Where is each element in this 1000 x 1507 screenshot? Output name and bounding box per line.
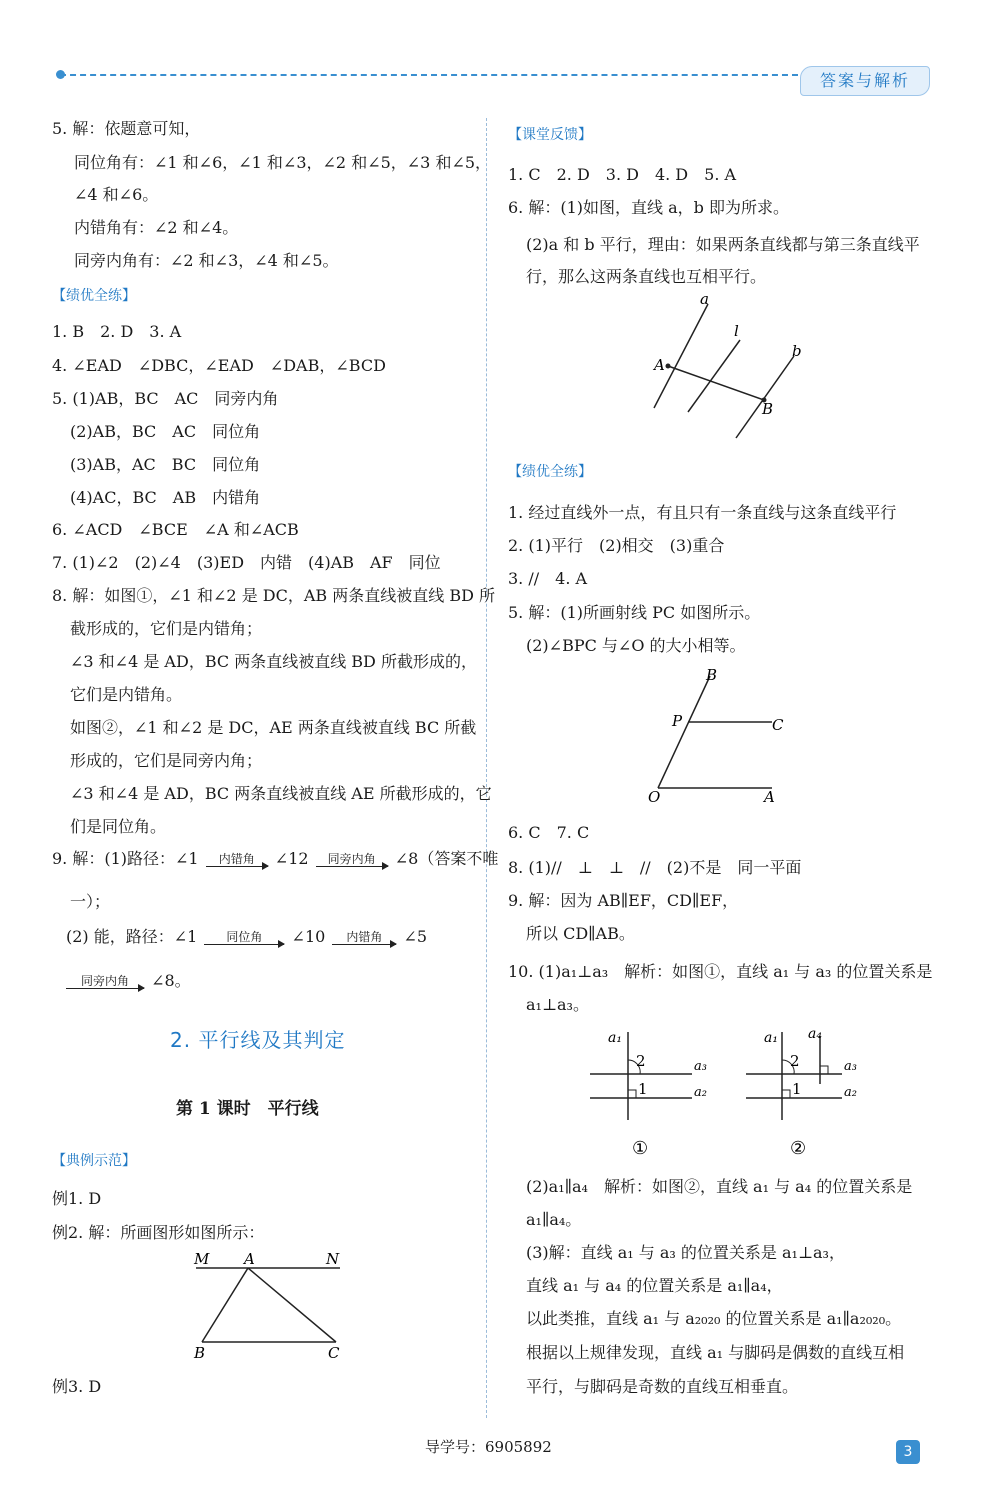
answer-line: a₁∥a₄。 <box>526 1210 582 1229</box>
figure-5 <box>644 664 794 806</box>
page-number: 3 <box>896 1440 920 1464</box>
line-label: a₁ <box>764 1030 778 1046</box>
answer-line: 4. ∠EAD ∠DBC，∠EAD ∠DAB，∠BCD <box>52 356 386 375</box>
segment-ab <box>668 366 764 400</box>
line-b <box>736 356 794 438</box>
right-angle-mark <box>628 1090 636 1098</box>
answer-line: 10. (1)a₁⊥a₃ 解析：如图①，直线 a₁ 与 a₃ 的位置关系是 <box>508 962 933 981</box>
section-tag: 【典例示范】 <box>52 1153 136 1169</box>
angle-label: 2 <box>636 1052 646 1070</box>
answer-line: 1. 经过直线外一点，有且只有一条直线与这条直线平行 <box>508 503 897 522</box>
answer-line: 1. B 2. D 3. A <box>52 322 182 341</box>
q9-text: ∠12 <box>274 849 309 868</box>
point-label: B <box>194 1344 206 1362</box>
q9-text: ∠8。 <box>151 971 191 990</box>
arrow-label: 内错角 <box>346 930 383 944</box>
line-label: b <box>792 342 802 360</box>
angle-label: 1 <box>792 1080 802 1098</box>
q8-line: ∠3 和∠4 是 AD，BC 两条直线被直线 AE 所截形成的，它 <box>70 784 492 803</box>
example-line: 例1. D <box>52 1189 102 1208</box>
point-label: A <box>654 356 665 374</box>
figure-caption: ① <box>632 1138 649 1159</box>
answer-line: 根据以上规律发现，直线 a₁ 与脚码是偶数的直线互相 <box>526 1343 905 1362</box>
q9-text: 一）； <box>70 892 111 911</box>
answer-line: 5. (1)AB，BC AC 同旁内角 <box>52 389 279 408</box>
q8-line: 们是同位角。 <box>70 817 167 836</box>
q9-text: (2) 能，路径：∠1 <box>66 927 198 946</box>
arrow-label: 内错角 <box>218 852 255 866</box>
point-label: M <box>194 1250 210 1268</box>
line-label: a₂ <box>694 1085 707 1100</box>
header-tag: 答案与解析 <box>800 66 930 96</box>
section-tag: 【绩优全练】 <box>508 464 592 480</box>
answer-line: 2. (1)平行 (2)相交 (3)重合 <box>508 536 725 555</box>
answer-line: 6. C 7. C <box>508 823 590 842</box>
line-label: a₁ <box>608 1030 622 1046</box>
line-label: a <box>700 290 709 308</box>
example-line: 例2. 解：所画图形如图所示： <box>52 1223 265 1242</box>
angle-label: 2 <box>790 1052 800 1070</box>
answer-line: a₁⊥a₃。 <box>526 995 589 1014</box>
q5-line: 内错角有：∠2 和∠4。 <box>74 218 239 237</box>
arrow-label: 同旁内角 <box>80 974 129 988</box>
answer-line: (3)解：直线 a₁ 与 a₃ 的位置关系是 a₁⊥a₃， <box>526 1243 845 1262</box>
point-label: B <box>762 400 774 418</box>
answer-line: 平行，与脚码是奇数的直线互相垂直。 <box>526 1377 799 1396</box>
answer-line: 3. // 4. A <box>508 569 588 588</box>
answer-line: (3)AB，AC BC 同位角 <box>70 455 261 474</box>
q9-text: ∠10 <box>291 927 326 946</box>
arrow-icon <box>66 974 144 989</box>
point-label: B <box>706 666 718 684</box>
q5-line: ∠4 和∠6。 <box>74 185 159 204</box>
chapter-title: 2. 平行线及其判定 <box>170 1028 346 1052</box>
q8-line: 如图②，∠1 和∠2 是 DC，AE 两条直线被直线 BC 所截 <box>70 718 477 737</box>
arrow-icon <box>204 930 284 945</box>
q8-line: 截形成的，它们是内错角； <box>70 619 263 638</box>
answer-line: 8. (1)// ⊥ ⊥ // (2)不是 同一平面 <box>508 858 802 877</box>
answer-line: 7. (1)∠2 (2)∠4 (3)ED 内错 (4)AB AF 同位 <box>52 553 441 572</box>
arrow-label: 同旁内角 <box>327 852 376 866</box>
q9-text: ∠5 <box>403 927 428 946</box>
line-label: a₃ <box>844 1059 857 1074</box>
q9-path-3 <box>66 968 191 991</box>
answer-line: 以此类推，直线 a₁ 与 a₂₀₂₀ 的位置关系是 a₁∥a₂₀₂₀。 <box>526 1309 902 1328</box>
angle-label: 1 <box>638 1080 648 1098</box>
ray-ob <box>658 676 710 788</box>
point-label: C <box>772 716 784 734</box>
q5-line: 同旁内角有：∠2 和∠3，∠4 和∠5。 <box>74 251 339 270</box>
q8-line: 8. 解：如图①，∠1 和∠2 是 DC，AB 两条直线被直线 BD 所 <box>52 586 496 605</box>
section-tag: 【绩优全练】 <box>52 288 136 304</box>
arrow-label: 同位角 <box>226 930 263 944</box>
lesson-title: 第 1 课时 平行线 <box>176 1099 319 1119</box>
figure-caption: ② <box>790 1138 807 1159</box>
q8-line: ∠3 和∠4 是 AD，BC 两条直线被直线 BD 所截形成的， <box>70 652 477 671</box>
answer-line: (4)AC，BC AB 内错角 <box>70 488 261 507</box>
answer-line: (2)a₁∥a₄ 解析：如图②，直线 a₁ 与 a₄ 的位置关系是 <box>526 1177 913 1196</box>
arrow-icon <box>316 852 388 867</box>
figure-10 <box>586 1016 876 1162</box>
answer-line: (2)a 和 b 平行，理由：如果两条直线都与第三条直线平 <box>526 235 920 254</box>
answer-line: 行，那么这两条直线也互相平行。 <box>526 267 767 286</box>
q9-text: ∠8（答案不唯 <box>394 849 499 868</box>
section-tag: 【课堂反馈】 <box>508 127 592 143</box>
line-ac <box>248 1268 336 1342</box>
answer-line: 9. 解：因为 AB∥EF，CD∥EF， <box>508 891 739 910</box>
point-label: O <box>648 788 661 806</box>
q8-line: 形成的，它们是同旁内角； <box>70 751 263 770</box>
q9-path-2 <box>66 924 427 947</box>
line-ab <box>202 1268 248 1342</box>
q8-line: 它们是内错角。 <box>70 685 183 704</box>
answer-line: (2)AB，BC AC 同位角 <box>70 422 261 441</box>
q5-line: 同位角有：∠1 和∠6，∠1 和∠3，∠2 和∠5，∠3 和∠5， <box>74 153 492 172</box>
point-label: N <box>326 1250 340 1268</box>
answer-line: 1. C 2. D 3. D 4. D 5. A <box>508 165 737 184</box>
answer-line: 6. 解：(1)如图，直线 a，b 即为所求。 <box>508 198 789 217</box>
point-label: A <box>244 1250 255 1268</box>
answer-line: 6. ∠ACD ∠BCE ∠A 和∠ACB <box>52 520 299 539</box>
q5-title: 5. 解：依题意可知， <box>52 119 201 138</box>
footer-code: 导学号：6905892 <box>425 1438 552 1456</box>
arrow-icon <box>332 930 396 945</box>
point-label: P <box>672 712 683 730</box>
example-line: 例3. D <box>52 1377 102 1396</box>
line-label: a₂ <box>844 1085 857 1100</box>
line-label: a₃ <box>694 1059 707 1074</box>
point-a <box>666 364 671 369</box>
line-label: l <box>734 322 739 340</box>
answer-line: 直线 a₁ 与 a₄ 的位置关系是 a₁∥a₄， <box>526 1276 783 1295</box>
right-angle-mark <box>782 1090 790 1098</box>
answer-line: 5. 解：(1)所画射线 PC 如图所示。 <box>508 603 761 622</box>
right-angle-mark <box>820 1066 828 1074</box>
header-rule <box>60 74 798 76</box>
point-label: C <box>328 1344 340 1362</box>
example2-figure <box>180 1248 360 1364</box>
figure-6 <box>650 290 810 442</box>
q9-text: 9. 解：(1)路径：∠1 <box>52 849 199 868</box>
arrow-icon <box>206 852 268 867</box>
answer-line: (2)∠BPC 与∠O 的大小相等。 <box>526 636 746 655</box>
q9-path-1 <box>52 846 498 869</box>
line-label: a₄ <box>808 1026 822 1042</box>
answer-line: 所以 CD∥AB。 <box>526 924 635 943</box>
point-label: A <box>764 788 775 806</box>
column-divider <box>486 118 487 1418</box>
